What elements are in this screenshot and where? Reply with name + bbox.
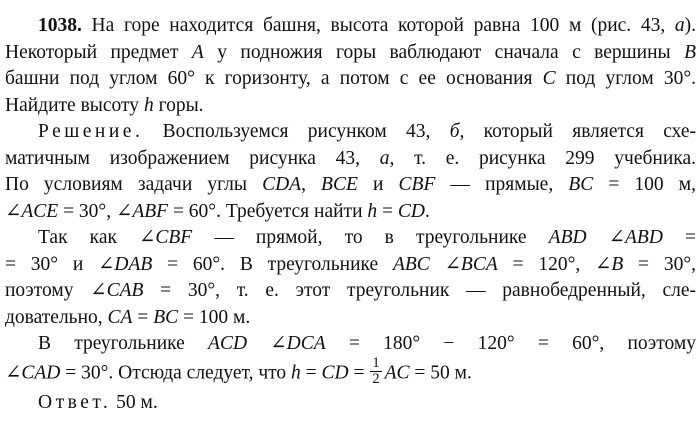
text-run: = 100 м. xyxy=(178,306,251,328)
text-run: ). xyxy=(684,15,696,36)
text-run: = 30°. Отсюда следует, что xyxy=(60,362,292,384)
text-run: Некоторый предмет xyxy=(5,41,192,63)
text-line xyxy=(5,13,696,40)
text-run: = xyxy=(132,306,154,328)
math-variable: ABD xyxy=(625,227,663,248)
math-variable: а xyxy=(674,15,685,36)
math-variable: DAB xyxy=(114,253,153,275)
text-line xyxy=(5,146,696,173)
text-run: у подножия горы ваблюдают сначала с вершины xyxy=(203,41,685,63)
text-run: , xyxy=(301,174,322,195)
math-variable: BC xyxy=(153,306,179,328)
solution-step-paragraph xyxy=(5,225,696,331)
text-run: = 50 м. xyxy=(409,362,472,384)
fraction xyxy=(370,356,381,388)
math-variable: h xyxy=(143,94,154,116)
text-line xyxy=(5,172,696,199)
math-variable: CBF xyxy=(398,174,436,195)
math-variable: B xyxy=(684,41,696,63)
text-run: = 30°, т. е. этот треугольник — равнобедренный, сле- xyxy=(143,280,696,301)
text-run: довательно, xyxy=(5,306,108,328)
text-run: = 100 м, xyxy=(593,174,696,195)
text-line xyxy=(5,331,696,358)
text-run: В треугольнике xyxy=(38,333,209,354)
text-line xyxy=(5,225,696,252)
text-line xyxy=(5,252,696,279)
text-run: = xyxy=(377,200,398,222)
text-run: . xyxy=(424,200,430,222)
problem-number: 1038. xyxy=(38,15,82,36)
math-variable: BCA xyxy=(460,253,498,275)
math-variable: ABF xyxy=(132,200,169,222)
text-run: поэтому ∠ xyxy=(5,280,107,301)
answer-paragraph xyxy=(5,390,696,417)
text-run: Так как ∠ xyxy=(38,227,156,248)
text-run: , т. е. рисунка 299 учебника. xyxy=(389,147,696,169)
text-run: = 30° и ∠ xyxy=(5,253,115,275)
text-run: На горе находится башня, высота которой равна 100 м (рис. 43, xyxy=(81,15,675,36)
math-variable: CDA xyxy=(262,174,302,195)
text-run: Найдите высоту xyxy=(5,94,144,116)
text-line xyxy=(5,278,696,305)
text-line xyxy=(5,305,696,332)
text-run: ∠ xyxy=(5,362,22,384)
math-variable: CD xyxy=(321,362,349,384)
text-run: ∠ xyxy=(429,253,461,275)
text-run: ∠ xyxy=(247,333,287,354)
text-run: ∠ xyxy=(5,200,22,222)
math-variable: BCE xyxy=(321,174,358,195)
text-line xyxy=(5,199,696,226)
text-run: = 120°, ∠ xyxy=(497,253,612,275)
text-run: матичным изображением рисунка 43, xyxy=(5,147,380,169)
text-run: башни под углом 60° к горизонту, а потом с ее основания xyxy=(5,68,543,89)
text-run: Воспользуемся рисунком 43, xyxy=(143,121,450,142)
text-line xyxy=(5,390,696,417)
text-run: = 30°, xyxy=(623,253,697,275)
text-run: — прямой, то в треугольнике xyxy=(192,227,549,248)
math-variable: ABC xyxy=(392,253,430,275)
problem-statement-paragraph xyxy=(5,13,696,119)
math-variable: CA xyxy=(107,306,133,328)
fraction-numerator: 1 xyxy=(372,354,380,371)
math-variable: а xyxy=(379,147,390,169)
math-variable: B xyxy=(611,253,624,275)
math-variable: AC xyxy=(384,362,410,384)
fraction-denominator: 2 xyxy=(372,371,380,388)
math-variable: h xyxy=(367,200,378,222)
math-variable: ACE xyxy=(21,200,59,222)
text-run: = 60°. Требуется найти xyxy=(168,200,368,222)
text-run: = 180° − 120° = 60°, поэтому xyxy=(325,333,696,354)
text-run: По условиям задачи углы xyxy=(5,174,263,195)
text-line xyxy=(5,40,696,67)
math-variable: ABD xyxy=(548,227,587,248)
math-variable: CAD xyxy=(21,362,61,384)
text-run: = 60°. В треугольнике xyxy=(152,253,393,275)
text-run: под углом 30°. xyxy=(555,68,696,89)
math-variable: б xyxy=(449,121,460,142)
keyword-spaced: Решение. xyxy=(38,121,144,142)
text-line xyxy=(5,119,696,146)
text-run: , который является схе- xyxy=(459,121,697,142)
math-variable: A xyxy=(191,41,204,63)
text-line xyxy=(5,354,696,390)
text-line xyxy=(5,93,696,120)
text-line xyxy=(5,66,696,93)
math-variable: BC xyxy=(568,174,594,195)
keyword-spaced: Ответ. xyxy=(38,391,112,413)
text-run: горы. xyxy=(153,94,204,116)
text-run: 50 м. xyxy=(111,391,158,413)
text-run: = xyxy=(662,227,696,248)
text-run: = xyxy=(300,362,322,384)
math-variable: h xyxy=(291,362,301,384)
math-variable: C xyxy=(542,68,556,89)
text-run: = xyxy=(348,362,370,384)
math-variable: CAB xyxy=(106,280,144,301)
text-run: = 30°, ∠ xyxy=(58,200,133,222)
math-variable: CBF xyxy=(155,227,193,248)
text-run: ∠ xyxy=(586,227,625,248)
solution-final-paragraph xyxy=(5,331,696,390)
math-variable: CD xyxy=(397,200,425,222)
text-run: — прямые, xyxy=(435,174,569,195)
solution-intro-paragraph xyxy=(5,119,696,225)
text-run: и xyxy=(357,174,399,195)
math-variable: ACD xyxy=(208,333,248,354)
math-variable: DCA xyxy=(286,333,326,354)
